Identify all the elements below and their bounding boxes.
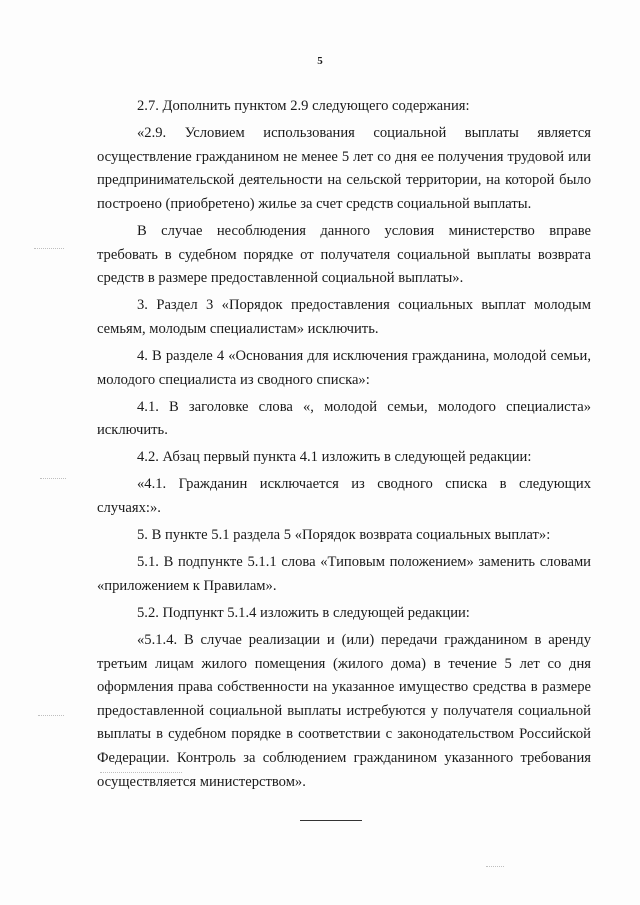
paragraph-4: 4. В разделе 4 «Основания для исключения гражданина, молодой семьи, молодого специалиста из сводного списка»: [97, 347, 591, 388]
paragraph-4-2: 4.2. Абзац первый пункта 4.1 изложить в следующей редакции: [137, 449, 532, 466]
paragraph-5-1: 5.1. В подпункте 5.1.1 слова «Типовым положением» заменить словами «приложением к Правилам». [97, 554, 591, 594]
paragraph-5-2: 5.2. Подпункт 5.1.4 изложить в следующей редакции: [137, 604, 470, 621]
paragraph-non-compliance: В случае несоблюдения данного условия министерство вправе требовать в судебном порядке от получателя социальной выплаты возврата средств в размере предоставленной социальной выплаты». [97, 222, 591, 287]
paragraph-2-9-condition: «2.9. Условием использования социальной выплаты является осуществление гражданином не менее 5 лет со дня ее получения трудовой или предпринимательской деятельности на сельской территории, на которой было построено (приобретено) жилье за счет средств социальной выплаты. [97, 125, 591, 212]
paragraph-5: 5. В пункте 5.1 раздела 5 «Порядок возврата социальных выплат»: [137, 527, 551, 544]
page-number: 5 [317, 55, 323, 67]
scan-artifact [38, 715, 64, 717]
scan-artifact [486, 866, 504, 868]
document-body [97, 95, 591, 798]
paragraph-2-7: 2.7. Дополнить пунктом 2.9 следующего содержания: [137, 98, 470, 114]
paragraph-5-1-4-quote: «5.1.4. В случае реализации и (или) передачи гражданином в аренду третьим лицам жилого помещения (жилого дома) в течение 5 лет со дня оформления права собственности на указанное имущество средства в размере предоставленной социальной выплаты истребуются у получателя социальной выплаты в судебном порядке в соответствии с законодательством Российской Федерации. Контроль за соблюдением гражданином указанного требования осуществляется министерством». [97, 631, 591, 790]
paragraph-4-1: 4.1. В заголовке слова «, молодой семьи, молодого специалиста» исключить. [97, 398, 591, 439]
end-of-text-rule [300, 820, 362, 821]
paragraph-4-1-quote: «4.1. Гражданин исключается из сводного списка в следующих случаях:». [97, 476, 591, 516]
scan-artifact [34, 248, 64, 250]
paragraph-3: 3. Раздел 3 «Порядок предоставления социальных выплат молодым семьям, молодым специалистам» исключить. [97, 297, 591, 337]
scan-artifact [40, 478, 66, 480]
scan-artifact [100, 772, 182, 774]
